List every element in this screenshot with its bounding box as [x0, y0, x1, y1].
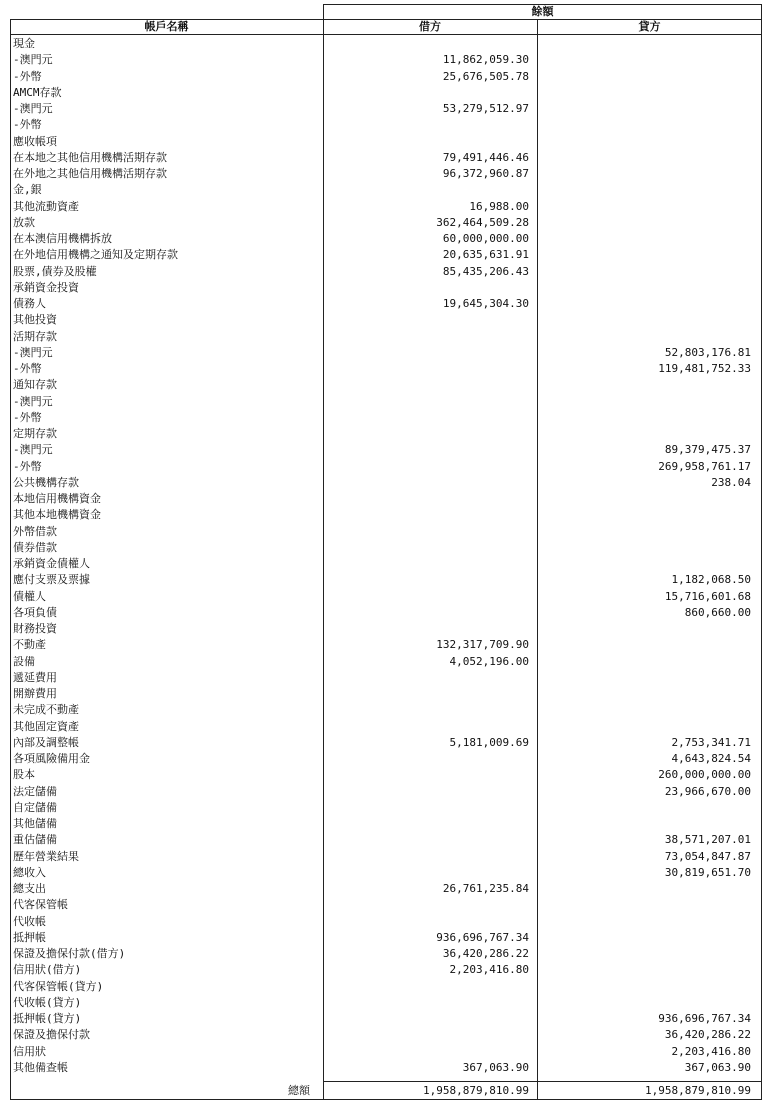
table-row	[10, 507, 762, 523]
total-row	[10, 1083, 762, 1099]
account-name-cell: 不動產	[13, 638, 46, 652]
table-row	[10, 670, 762, 686]
account-name-cell: 其他本地機構資金	[13, 508, 101, 522]
debit-cell: 19,645,304.30	[442, 297, 529, 310]
table-row	[10, 296, 762, 312]
account-name-cell: 設備	[13, 654, 35, 668]
credit-cell: 860,660.00	[684, 605, 751, 619]
table-row	[10, 881, 762, 897]
table-row	[10, 702, 762, 718]
table-row	[10, 556, 762, 572]
table-row	[10, 751, 762, 767]
account-name-cell: -澳門元	[13, 53, 53, 67]
debit-header: 借方	[419, 20, 441, 33]
account-name-cell: -澳門元	[13, 394, 53, 408]
table-row	[10, 784, 762, 800]
table-row	[10, 231, 762, 247]
debit-cell: 362,464,509.28	[436, 215, 529, 229]
account-name-cell: 總支出	[13, 882, 46, 895]
account-name-cell: 保證及擔保付款	[13, 1028, 90, 1042]
total-credit: 1,958,879,810.99	[645, 1084, 751, 1097]
debit-cell: 5,181,009.69	[449, 735, 529, 749]
debit-cell: 53,279,512.97	[442, 102, 529, 115]
account-name-cell: 公共機構存款	[13, 475, 79, 489]
credit-cell: 89,379,475.37	[664, 443, 751, 457]
table-row	[10, 589, 762, 605]
account-name-header: 帳戶名稱	[144, 20, 189, 33]
account-name-cell: 現金	[13, 37, 35, 50]
table-row	[10, 865, 762, 881]
account-name-cell: 總收入	[13, 865, 46, 879]
account-name-cell: 放款	[13, 215, 35, 229]
account-name-cell: -外幣	[13, 410, 42, 424]
credit-cell: 119,481,752.33	[658, 362, 751, 375]
table-row	[10, 247, 762, 263]
table-row	[10, 85, 762, 101]
table-row	[10, 540, 762, 556]
account-name-cell: 財務投資	[13, 622, 57, 635]
credit-cell: 1,182,068.50	[671, 573, 751, 587]
debit-cell: 25,676,505.78	[442, 69, 529, 83]
credit-cell: 52,803,176.81	[664, 345, 751, 359]
account-name-cell: 承銷資金債權人	[13, 557, 90, 570]
account-name-cell: -外幣	[13, 459, 42, 473]
credit-cell: 2,203,416.80	[671, 1044, 751, 1058]
table-bottom-border	[10, 1099, 762, 1100]
credit-header: 貸方	[638, 20, 661, 33]
account-name-cell: -澳門元	[13, 102, 53, 115]
credit-cell: 367,063.90	[684, 1060, 751, 1074]
credit-cell: 73,054,847.87	[664, 849, 751, 863]
account-name-cell: 承銷資金投資	[13, 280, 79, 294]
account-name-cell: 在外地信用機構之通知及定期存款	[13, 248, 178, 262]
account-name-cell: -外幣	[13, 118, 42, 132]
credit-cell: 4,643,824.54	[671, 752, 751, 765]
account-name-cell: 金,銀	[13, 183, 42, 197]
debit-cell: 36,420,286.22	[442, 947, 529, 960]
table-row	[10, 426, 762, 442]
header-bottom-border	[10, 34, 762, 35]
table-row	[10, 572, 762, 588]
table-row	[10, 264, 762, 280]
table-row	[10, 1044, 762, 1060]
debit-cell: 11,862,059.30	[442, 53, 529, 67]
table-row	[10, 166, 762, 182]
debit-cell: 79,491,446.46	[442, 150, 529, 164]
table-row	[10, 686, 762, 702]
account-name-cell: 在外地之其他信用機構活期存款	[13, 167, 167, 180]
account-name-cell: -外幣	[13, 69, 42, 83]
table-row	[10, 459, 762, 475]
account-name-cell: 歷年營業結果	[13, 849, 79, 863]
account-name-cell: 法定儲備	[13, 784, 57, 798]
account-name-cell: 信用狀	[13, 1044, 46, 1058]
table-row	[10, 719, 762, 735]
account-name-cell: -澳門元	[13, 443, 53, 457]
table-row	[10, 637, 762, 653]
debit-cell: 2,203,416.80	[449, 963, 529, 977]
table-row	[10, 979, 762, 995]
debit-cell: 20,635,631.91	[442, 248, 529, 262]
account-name-cell: 其他流動資產	[13, 199, 79, 213]
table-row	[10, 199, 762, 215]
account-name-cell: 重估儲備	[13, 833, 57, 847]
table-row	[10, 930, 762, 946]
table-row	[10, 134, 762, 150]
credit-cell: 15,716,601.68	[664, 589, 751, 603]
table-row	[10, 962, 762, 978]
account-name-cell: 本地信用機構資金	[13, 492, 101, 505]
table-row	[10, 767, 762, 783]
table-row	[10, 946, 762, 962]
total-label: 總額	[288, 1084, 310, 1097]
table-row	[10, 410, 762, 426]
balance-header: 餘額	[531, 5, 554, 18]
credit-cell: 2,753,341.71	[671, 735, 751, 749]
credit-cell: 36,420,286.22	[664, 1028, 751, 1042]
table-row	[10, 491, 762, 507]
table-row	[10, 621, 762, 637]
table-row	[10, 36, 762, 52]
table-row	[10, 524, 762, 540]
account-name-cell: 信用狀(借方)	[13, 963, 82, 977]
debit-cell: 4,052,196.00	[449, 654, 529, 668]
account-name-cell: 債權人	[13, 589, 46, 603]
credit-cell: 30,819,651.70	[664, 865, 751, 879]
account-name-cell: 定期存款	[13, 427, 57, 440]
account-name-cell: 未完成不動產	[13, 703, 79, 717]
credit-cell: 23,966,670.00	[664, 784, 751, 798]
account-name-cell: 應付支票及票據	[13, 573, 90, 587]
account-name-cell: -外幣	[13, 362, 42, 375]
account-name-cell: 各項風險備用金	[13, 752, 90, 765]
table-row	[10, 605, 762, 621]
account-name-cell: 遞延費用	[13, 670, 57, 684]
account-name-cell: 代客保管帳	[13, 898, 68, 912]
table-row	[10, 849, 762, 865]
account-name-cell: 在本澳信用機構拆放	[13, 232, 112, 245]
account-name-cell: 抵押帳	[13, 930, 46, 944]
account-name-cell: 債券借款	[13, 540, 57, 554]
account-name-cell: 開辦費用	[13, 687, 57, 700]
table-row	[10, 800, 762, 816]
table-row	[10, 101, 762, 117]
credit-cell: 260,000,000.00	[658, 768, 751, 782]
table-row	[10, 442, 762, 458]
account-name-cell: 債務人	[13, 297, 46, 310]
credit-cell: 38,571,207.01	[664, 833, 751, 847]
table-row	[10, 312, 762, 328]
table-row	[10, 995, 762, 1011]
table-row	[10, 394, 762, 410]
account-name-cell: 其他投資	[13, 313, 57, 327]
account-name-cell: -澳門元	[13, 345, 53, 359]
account-name-cell: 其他固定資產	[13, 719, 79, 733]
total-debit: 1,958,879,810.99	[423, 1084, 529, 1097]
account-name-cell: 活期存款	[13, 329, 57, 343]
table-row	[10, 654, 762, 670]
debit-cell: 132,317,709.90	[436, 638, 529, 652]
debit-cell: 96,372,960.87	[442, 167, 529, 180]
account-name-cell: 其他備查帳	[13, 1060, 68, 1074]
table-row	[10, 361, 762, 377]
table-row	[10, 329, 762, 345]
debit-cell: 85,435,206.43	[442, 264, 529, 278]
table-row	[10, 182, 762, 198]
table-row	[10, 345, 762, 361]
account-name-cell: AMCM存款	[13, 85, 62, 99]
account-name-cell: 代客保管帳(貸方)	[13, 979, 104, 993]
trial-balance-table	[10, 4, 762, 1100]
account-name-cell: 代收帳	[13, 914, 46, 928]
account-name-cell: 外幣借款	[13, 524, 57, 538]
account-name-cell: 內部及調整帳	[13, 735, 79, 749]
table-row	[10, 735, 762, 751]
debit-cell: 60,000,000.00	[442, 232, 529, 245]
debit-cell: 26,761,235.84	[442, 882, 529, 895]
table-row	[10, 914, 762, 930]
account-name-cell: 應收帳項	[13, 134, 57, 148]
credit-cell: 238.04	[711, 475, 751, 489]
table-row	[10, 117, 762, 133]
table-row	[10, 1027, 762, 1043]
account-name-cell: 代收帳(貸方)	[13, 995, 82, 1009]
debit-cell: 936,696,767.34	[436, 930, 529, 944]
total-top-border	[323, 1081, 762, 1082]
account-name-cell: 股票,債券及股權	[13, 264, 97, 278]
account-name-cell: 自定儲備	[13, 800, 57, 814]
table-row	[10, 1011, 762, 1027]
account-name-cell: 其他儲備	[13, 817, 57, 830]
account-name-cell: 抵押帳(貸方)	[13, 1012, 82, 1025]
table-row	[10, 280, 762, 296]
table-row	[10, 832, 762, 848]
table-row	[10, 816, 762, 832]
account-name-cell: 在本地之其他信用機構活期存款	[13, 150, 167, 164]
table-row	[10, 52, 762, 68]
table-row	[10, 215, 762, 231]
debit-cell: 16,988.00	[469, 199, 529, 213]
table-row	[10, 897, 762, 913]
account-name-cell: 通知存款	[13, 378, 57, 392]
credit-cell: 269,958,761.17	[658, 459, 751, 473]
debit-cell: 367,063.90	[462, 1060, 529, 1074]
account-name-cell: 股本	[13, 768, 35, 782]
account-name-cell: 保證及擔保付款(借方)	[13, 947, 126, 960]
table-row	[10, 377, 762, 393]
table-row	[10, 475, 762, 491]
account-name-cell: 各項負債	[13, 605, 57, 619]
credit-cell: 936,696,767.34	[658, 1012, 751, 1025]
table-row	[10, 150, 762, 166]
table-row	[10, 69, 762, 85]
table-row	[10, 1060, 762, 1076]
